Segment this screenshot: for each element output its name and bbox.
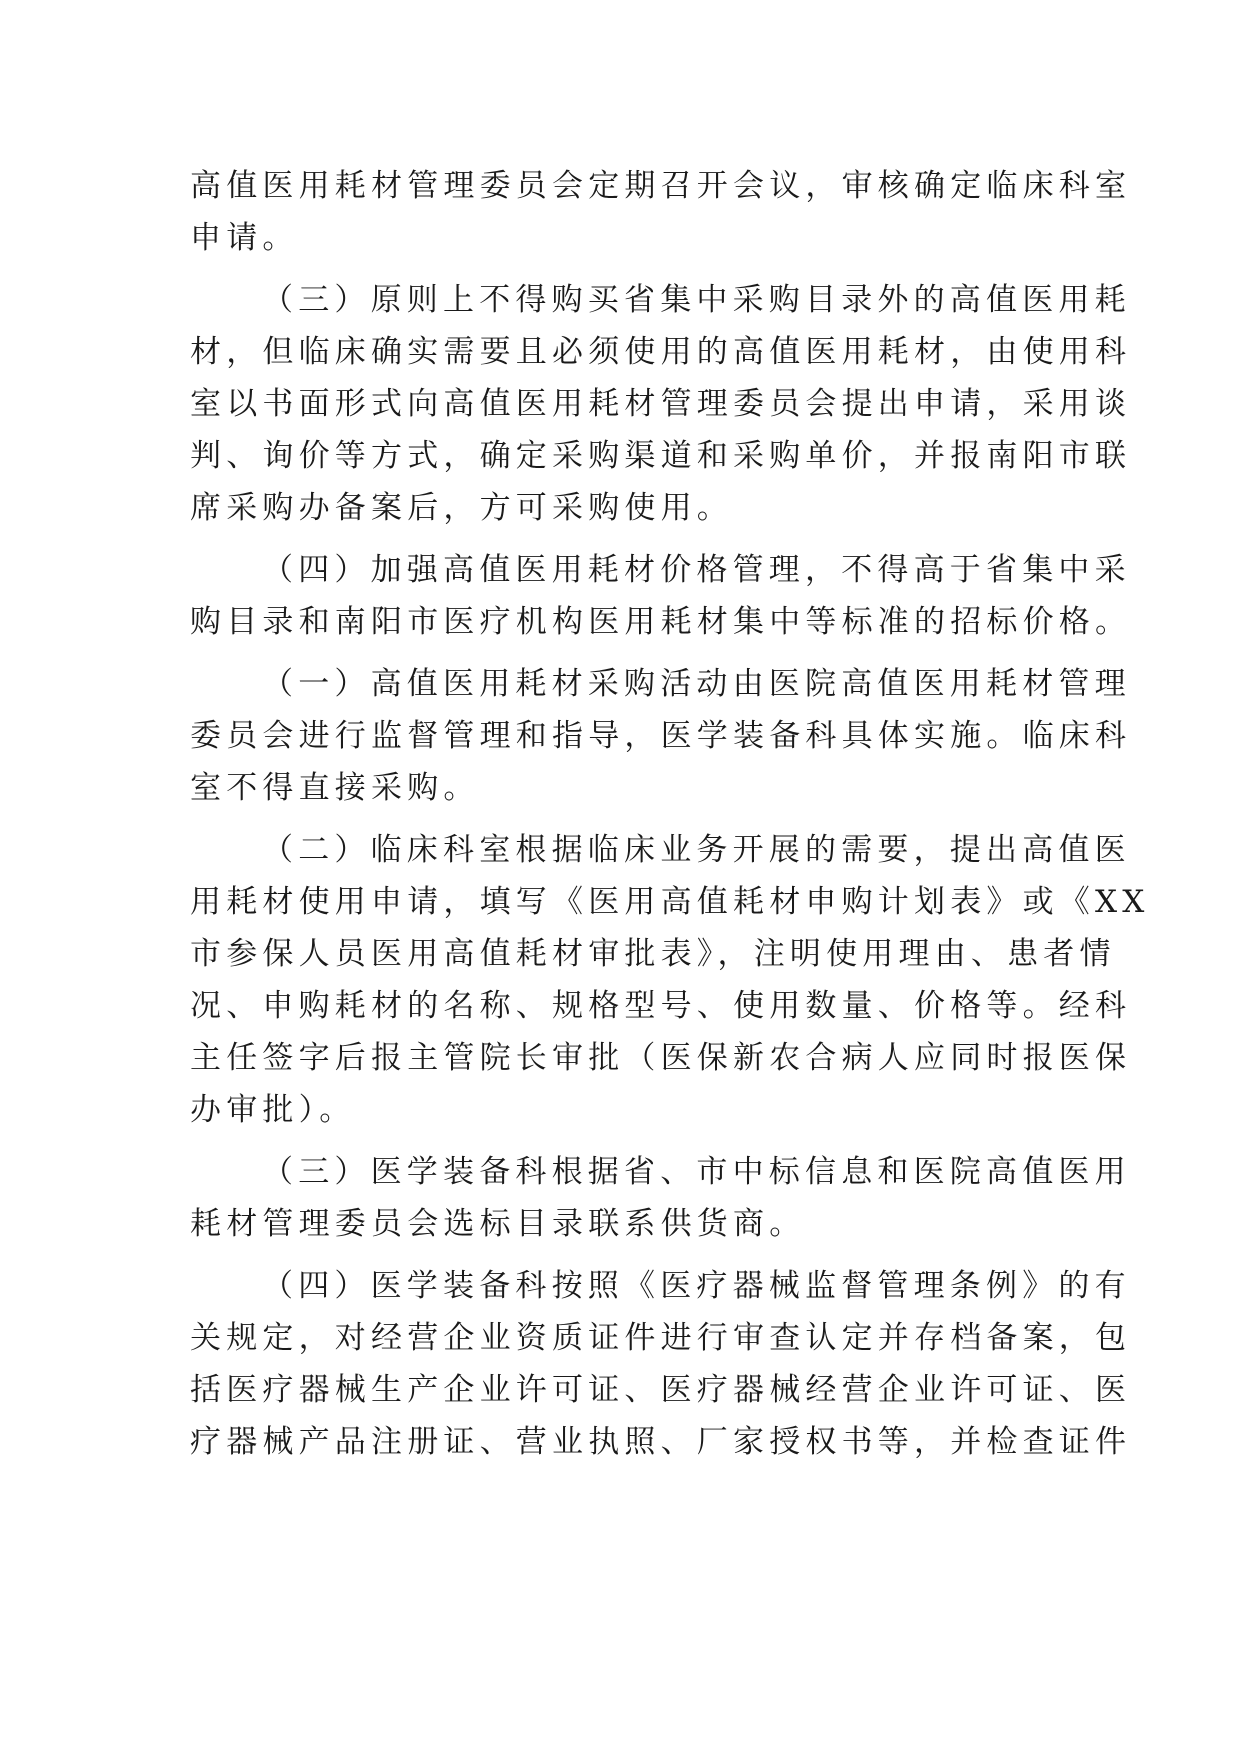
paragraph-2 — [190, 274, 1132, 534]
paragraph-5 — [190, 824, 1150, 1136]
text-line: 购目录和南阳市医疗机构医用耗材集中等标准的招标价格。 — [190, 604, 1132, 640]
text-line: （一）高值医用耗材采购活动由医院高值医用耗材管理 — [262, 666, 1131, 702]
text-line: （四）加强高值医用耗材价格管理，不得高于省集中采 — [262, 552, 1131, 588]
paragraph-6 — [190, 1146, 1131, 1250]
paragraph-1 — [190, 160, 1132, 264]
text-line: 席采购办备案后，方可采购使用。 — [190, 490, 733, 526]
text-line: （三）医学装备科根据省、市中标信息和医院高值医用 — [262, 1154, 1131, 1190]
paragraph-3 — [190, 544, 1132, 648]
text-line: 高值医用耗材管理委员会定期召开会议，审核确定临床科室 — [190, 168, 1132, 204]
text-line: 耗材管理委员会选标目录联系供货商。 — [190, 1206, 806, 1242]
paragraph-4 — [190, 658, 1132, 814]
document-body — [190, 160, 1150, 1478]
text-line: 括医疗器械生产企业许可证、医疗器械经营企业许可证、医 — [190, 1372, 1132, 1408]
paragraph-7 — [190, 1260, 1132, 1468]
text-line: 室不得直接采购。 — [190, 770, 480, 806]
text-line: 材，但临床确实需要且必须使用的高值医用耗材，由使用科 — [190, 334, 1132, 370]
text-line: （二）临床科室根据临床业务开展的需要，提出高值医 — [262, 832, 1131, 868]
text-line: 况、申购耗材的名称、规格型号、使用数量、价格等。经科 — [190, 988, 1132, 1024]
text-line: 主任签字后报主管院长审批（医保新农合病人应同时报医保 — [190, 1040, 1132, 1076]
text-line: 判、询价等方式，确定采购渠道和采购单价，并报南阳市联 — [190, 438, 1132, 474]
text-line: 市参保人员医用高值耗材审批表》，注明使用理由、患者情 — [190, 936, 1116, 972]
text-line: 办审批）。 — [190, 1092, 356, 1128]
text-line: 室以书面形式向高值医用耗材管理委员会提出申请，采用谈 — [190, 386, 1132, 422]
text-line: 申请。 — [190, 220, 299, 256]
text-line: 关规定，对经营企业资质证件进行审查认定并存档备案，包 — [190, 1320, 1132, 1356]
text-line: 委员会进行监督管理和指导，医学装备科具体实施。临床科 — [190, 718, 1132, 754]
text-line: 疗器械产品注册证、营业执照、厂家授权书等，并检查证件 — [190, 1424, 1132, 1460]
text-line: （四）医学装备科按照《医疗器械监督管理条例》的有 — [262, 1268, 1131, 1304]
text-line: （三）原则上不得购买省集中采购目录外的高值医用耗 — [262, 282, 1131, 318]
text-line: 用耗材使用申请，填写《医用高值耗材申购计划表》或《XX — [190, 884, 1150, 920]
